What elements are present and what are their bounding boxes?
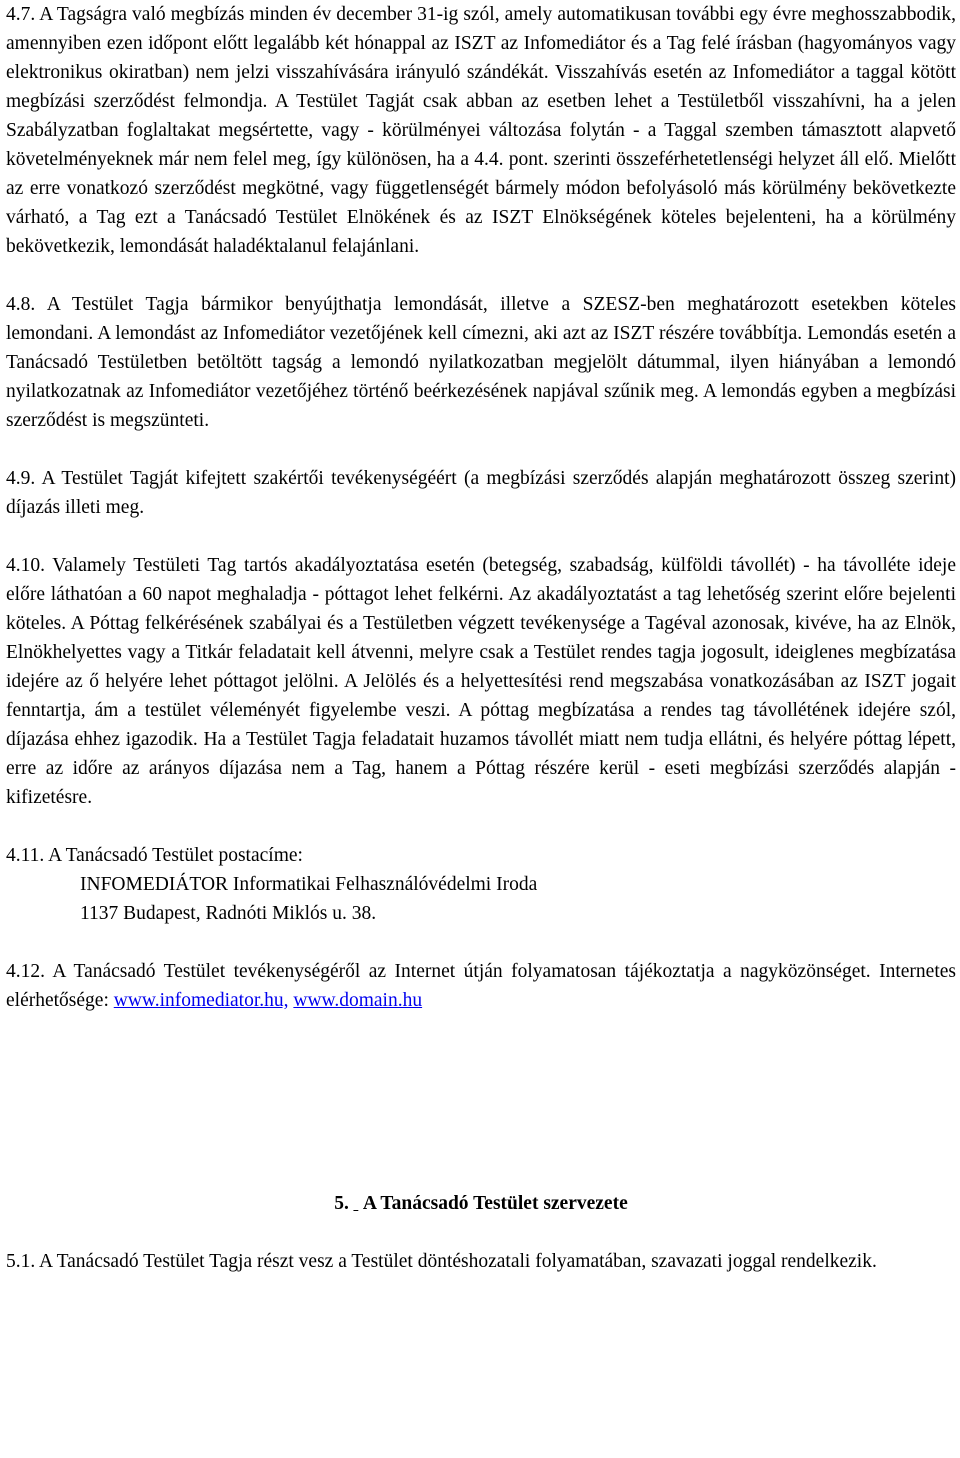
domain-link[interactable]: www.domain.hu <box>293 990 423 1011</box>
paragraph-4-10: 4.10. Valamely Testületi Tag tartós akadályoztatása esetén (betegség, szabadság, külföldi távollét) - ha távolléte ideje előre láthatóan a 60 napot meghaladja - póttagot lehet felkérni. Az akadályoztatást a tag lehetőség szerint előre bejelenti köteles. A Póttag felkérésének szabályai és a Testületben végzett tevékenysége a Tagéval azonosak, kivéve, ha az Elnök, Elnökhelyettes vagy a Titkár feladatait kell átvenni, melyre csak a Testület rendes tagja jogosult, ideiglenes megbízatása idejére az ő helyére lehet póttagot jelölni. A Jelölés és a helyettesítési rend megszabása vonatkozásában az ISZT jogait fenntartja, ám a testület véleményét figyelembe veszi. A póttag megbízatása a rendes tag távollétének idejére szól, díjazása ehhez igazodik. Ha a Testület Tagja feladatait huzamos távollét miatt nem tudja ellátni, és helyére póttag lépett, erre az időre az arányos díjazása nem a Tag, hanem a Póttag részére kerül - eseti megbízási szerződés alapján - kifizetésre. <box>6 555 956 808</box>
postal-address-organization: INFOMEDIÁTOR Informatikai Felhasználóvédelmi Iroda <box>80 874 538 895</box>
section-5-title: A Tanácsadó Testület szervezete <box>362 1193 628 1214</box>
paragraph-4-11 <box>6 841 956 928</box>
paragraph-5-1: 5.1. A Tanácsadó Testület Tagja részt vesz a Testület döntéshozatali folyamatában, szavazati joggal rendelkezik. <box>6 1251 877 1272</box>
paragraph-4-7: 4.7. A Tagságra való megbízás minden év december 31-ig szól, amely automatikusan további egy évre meghosszabbodik, amennyiben ezen időpont előtt legalább két hónappal az ISZT az Infomediátor és a Tag felé írásban (hagyományos vagy elektronikus okiratban) nem jelzi visszahívására irányuló szándékát. Visszahívás esetén az Infomediátor a taggal kötött megbízási szerződést felmondja. A Testület Tagját csak abban az esetben lehet a Testületből visszahívni, ha a jelen Szabályzatban foglaltakat megsértette, vagy - körülményei változása folytán - a Taggal szemben támasztott alapvető követelményeknek már nem felel meg, így különösen, ha a 4.4. pont. szerinti összeférhetetlenségi helyzet áll elő. Mielőtt az erre vonatkozó szerződést megkötné, vagy függetlenségét bármely módon befolyásoló más körülmény bekövetkezte várható, a Tag ezt a Tanácsadó Testület Elnökének és az ISZT Elnökségének köteles bejelenteni, ha a körülmény bekövetkezik, lemondását haladéktalanul felajánlani. <box>6 4 956 257</box>
postal-address-intro: 4.11. A Tanácsadó Testület postacíme: <box>6 845 303 866</box>
section-spacer <box>6 1044 956 1189</box>
section-5-separator <box>349 1189 363 1218</box>
paragraph-4-12 <box>6 957 956 1015</box>
section-5-number: 5. <box>334 1193 349 1214</box>
document-page <box>6 0 956 1305</box>
infomediator-link[interactable]: www.infomediator.hu, <box>113 990 289 1011</box>
internet-availability-text: 4.12. A Tanácsadó Testület tevékenységéről az Internet útján folyamatosan tájékoztatja a nagyközönséget. Internetes elérhetősége: <box>6 961 956 1011</box>
section-5-heading <box>6 1189 956 1218</box>
paragraph-4-8: 4.8. A Testület Tagja bármikor benyújthatja lemondását, illetve a SZESZ-ben meghatározott esetekben köteles lemondani. A lemondást az Infomediátor vezetőjének kell címezni, aki azt az ISZT részére továbbítja. Lemondás esetén a Tanácsadó Testületben betöltött tagság a lemondó nyilatkozatban megjelölt dátummal, ilyen hiányában a lemondó nyilatkozatnak az Infomediátor vezetőjéhez történő beérkezésének napjával szűnik meg. A lemondás egyben a megbízási szerződést is megszünteti. <box>6 294 956 431</box>
postal-address-street: 1137 Budapest, Radnóti Miklós u. 38. <box>80 903 377 924</box>
paragraph-4-9: 4.9. A Testület Tagját kifejtett szakértői tevékenységéért (a megbízási szerződés alapján meghatározott összeg szerint) díjazás illeti meg. <box>6 468 956 518</box>
